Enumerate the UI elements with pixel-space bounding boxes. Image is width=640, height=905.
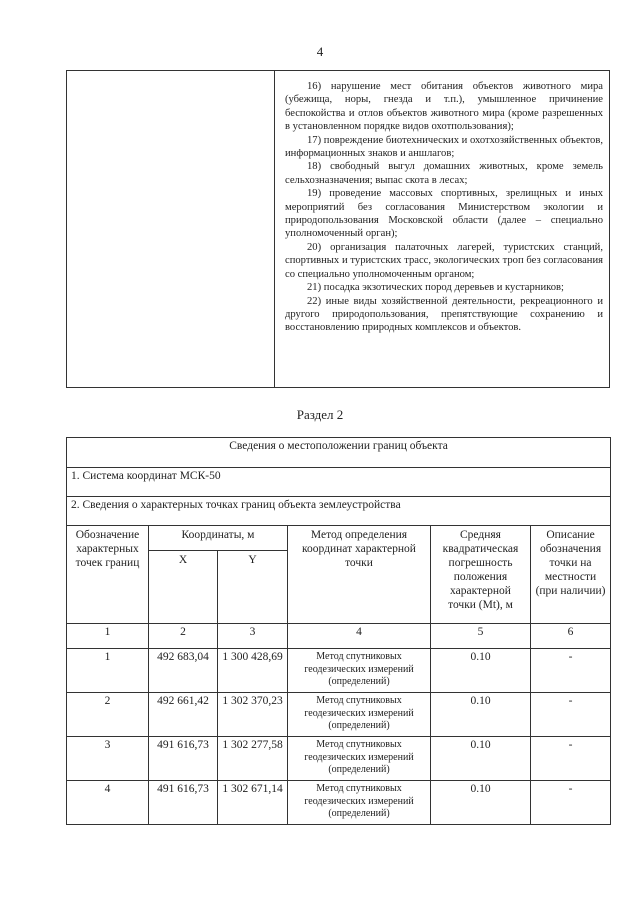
table-row	[67, 649, 611, 693]
x-coordinate: 492 683,04	[149, 649, 218, 693]
error: 0.10	[431, 649, 531, 693]
column-number: 3	[218, 624, 288, 649]
coordinate-system: 1. Система координат МСК-50	[67, 468, 611, 497]
header-description: Описание обозначения точки на местности (при наличии)	[531, 526, 611, 624]
header-coordinates: Координаты, м	[149, 526, 288, 551]
boundary-coordinates-table	[66, 437, 611, 825]
header-y: Y	[218, 551, 288, 624]
list-item: 20) организация палаточных лагерей, туристских станций, спортивных и туристских трасс, экологических троп без согласования со специально уполномоченным органом;	[285, 241, 603, 280]
table-row	[67, 737, 611, 781]
column-number: 6	[531, 624, 611, 649]
description: -	[531, 781, 611, 825]
method: Метод спутниковых геодезических измерений (определений)	[288, 781, 431, 825]
page-number: 4	[316, 44, 324, 59]
points-header: 2. Сведения о характерных точках границ объекта землеустройства	[67, 497, 611, 526]
column-number: 5	[431, 624, 531, 649]
header-error: Средняя квадратическая погрешность положения характерной точки (Mt), м	[431, 526, 531, 624]
y-coordinate: 1 302 671,14	[218, 781, 288, 825]
error: 0.10	[431, 781, 531, 825]
x-coordinate: 491 616,73	[149, 737, 218, 781]
list-item: 21) посадка экзотических пород деревьев и кустарников;	[307, 282, 564, 294]
column-number: 2	[149, 624, 218, 649]
list-item: 18) свободный выгул домашних животных, кроме земель сельхозназначения; выпас скота в лесах;	[285, 161, 603, 186]
list-item: 19) проведение массовых спортивных, зрелищных и иных мероприятий без согласования Министерством экологии и природопользования Московской области (далее – специально уполномоченный орган);	[285, 188, 603, 240]
table-title: Сведения о местоположении границ объекта	[67, 438, 611, 468]
point-id: 1	[67, 649, 149, 693]
list-item: 16) нарушение мест обитания объектов животного мира (убежища, норы, гнезда и т.п.), умышленное причинение беспокойства и отлов объектов животного мира (кроме разрешенных в установленном порядке видов охотпользования);	[285, 81, 603, 133]
error: 0.10	[431, 737, 531, 781]
method: Метод спутниковых геодезических измерений (определений)	[288, 649, 431, 693]
y-coordinate: 1 300 428,69	[218, 649, 288, 693]
list-item: 17) повреждение биотехнических и охотхозяйственных объектов, информационных знаков и аншлагов;	[285, 134, 604, 160]
point-id: 3	[67, 737, 149, 781]
description: -	[531, 693, 611, 737]
table-row	[67, 781, 611, 825]
y-coordinate: 1 302 370,23	[218, 693, 288, 737]
point-id: 2	[67, 693, 149, 737]
section-title: Раздел 2	[296, 407, 344, 422]
description: -	[531, 737, 611, 781]
column-number: 1	[67, 624, 149, 649]
column-divider	[274, 71, 275, 387]
continuation-table	[66, 70, 610, 388]
header-designation: Обозначение характерных точек границ	[67, 526, 149, 624]
x-coordinate: 492 661,42	[149, 693, 218, 737]
header-method: Метод определения координат характерной точки	[288, 526, 431, 624]
y-coordinate: 1 302 277,58	[218, 737, 288, 781]
table-row	[67, 693, 611, 737]
prohibited-activities-list	[285, 80, 603, 335]
header-x: X	[149, 551, 218, 624]
list-item: 22) иные виды хозяйственной деятельности, рекреационного и другого природопользования, препятствующие сохранению и восстановлению природных комплексов и объектов.	[285, 295, 603, 334]
error: 0.10	[431, 693, 531, 737]
description: -	[531, 649, 611, 693]
method: Метод спутниковых геодезических измерений (определений)	[288, 693, 431, 737]
column-number: 4	[288, 624, 431, 649]
method: Метод спутниковых геодезических измерений (определений)	[288, 737, 431, 781]
x-coordinate: 491 616,73	[149, 781, 218, 825]
point-id: 4	[67, 781, 149, 825]
